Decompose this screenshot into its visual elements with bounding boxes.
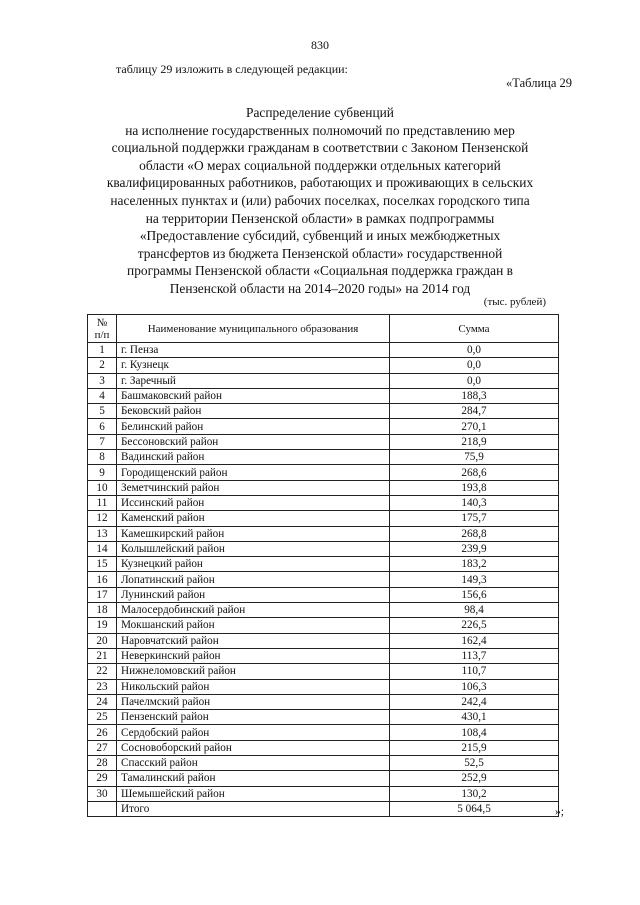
- subvention-table: [87, 314, 559, 817]
- units-label: (тыс. рублей): [483, 296, 546, 308]
- table-total-row: [88, 801, 559, 816]
- heading-line: квалифицированных работников, работающих и проживающих в сельских: [106, 175, 534, 191]
- row-municipality: Белинский район: [117, 419, 390, 434]
- row-number: 7: [88, 434, 117, 449]
- row-sum: 130,2: [390, 786, 559, 801]
- table-reference: «Таблица 29: [506, 76, 572, 90]
- row-sum: 149,3: [390, 572, 559, 587]
- row-number: 19: [88, 618, 117, 633]
- row-sum: 156,6: [390, 587, 559, 602]
- row-number: 24: [88, 694, 117, 709]
- row-municipality: Сосновоборский район: [117, 740, 390, 755]
- table-row: [88, 404, 559, 419]
- header-number-line1: №: [96, 316, 108, 329]
- table-row: [88, 664, 559, 679]
- row-municipality: Колышлейский район: [117, 541, 390, 556]
- table-row: [88, 603, 559, 618]
- table-header-row: [88, 315, 559, 343]
- row-sum: 175,7: [390, 511, 559, 526]
- row-number: 6: [88, 419, 117, 434]
- table-row: [88, 740, 559, 755]
- row-sum: 218,9: [390, 434, 559, 449]
- heading-line: области «О мерах социальной поддержки отдельных категорий: [139, 157, 501, 173]
- row-sum: 183,2: [390, 557, 559, 572]
- row-municipality: Нижнеломовский район: [117, 664, 390, 679]
- table-row: [88, 725, 559, 740]
- row-number: 22: [88, 664, 117, 679]
- row-number: 5: [88, 404, 117, 419]
- row-number: [88, 801, 117, 816]
- row-municipality: Башмаковский район: [117, 388, 390, 403]
- table-row: [88, 480, 559, 495]
- row-municipality: Шемышейский район: [117, 786, 390, 801]
- row-number: 8: [88, 450, 117, 465]
- row-sum: 98,4: [390, 603, 559, 618]
- table-row: [88, 786, 559, 801]
- row-municipality: Мокшанский район: [117, 618, 390, 633]
- row-number: 9: [88, 465, 117, 480]
- row-number: 30: [88, 786, 117, 801]
- row-sum: 0,0: [390, 358, 559, 373]
- row-municipality: Бековский район: [117, 404, 390, 419]
- row-number: 1: [88, 343, 117, 358]
- row-municipality: Лунинский район: [117, 587, 390, 602]
- row-municipality: Итого: [117, 801, 390, 816]
- row-sum: 113,7: [390, 648, 559, 663]
- row-municipality: г. Пенза: [117, 343, 390, 358]
- row-sum: 270,1: [390, 419, 559, 434]
- row-number: 14: [88, 541, 117, 556]
- row-number: 11: [88, 495, 117, 510]
- table-row: [88, 618, 559, 633]
- row-number: 26: [88, 725, 117, 740]
- table-row: [88, 557, 559, 572]
- header-sum: Сумма: [390, 315, 559, 343]
- row-municipality: г. Заречный: [117, 373, 390, 388]
- row-sum: 268,6: [390, 465, 559, 480]
- row-number: 25: [88, 710, 117, 725]
- row-sum: 226,5: [390, 618, 559, 633]
- row-municipality: Кузнецкий район: [117, 557, 390, 572]
- row-municipality: Неверкинский район: [117, 648, 390, 663]
- row-municipality: Вадинский район: [117, 450, 390, 465]
- header-name: Наименование муниципального образования: [117, 315, 390, 343]
- row-sum: 193,8: [390, 480, 559, 495]
- row-number: 10: [88, 480, 117, 495]
- header-number: [88, 315, 117, 343]
- row-municipality: Каменский район: [117, 511, 390, 526]
- row-number: 28: [88, 756, 117, 771]
- row-sum: 215,9: [390, 740, 559, 755]
- table-row: [88, 343, 559, 358]
- row-municipality: Камешкирский район: [117, 526, 390, 541]
- heading-line: Пензенской области на 2014–2020 годы» на 2014 год: [169, 280, 471, 296]
- table-row: [88, 572, 559, 587]
- row-number: 16: [88, 572, 117, 587]
- row-municipality: Пензенский район: [117, 710, 390, 725]
- heading-line: трансфертов из бюджета Пензенской области» государственной: [137, 245, 503, 261]
- row-number: 17: [88, 587, 117, 602]
- table-row: [88, 358, 559, 373]
- row-number: 12: [88, 511, 117, 526]
- table-row: [88, 511, 559, 526]
- row-municipality: Никольский район: [117, 679, 390, 694]
- table-row: [88, 648, 559, 663]
- row-sum: 430,1: [390, 710, 559, 725]
- row-sum: 268,8: [390, 526, 559, 541]
- table-row: [88, 694, 559, 709]
- table-row: [88, 679, 559, 694]
- row-sum: 252,9: [390, 771, 559, 786]
- row-number: 4: [88, 388, 117, 403]
- row-sum: 52,5: [390, 756, 559, 771]
- row-municipality: Пачелмский район: [117, 694, 390, 709]
- row-municipality: г. Кузнецк: [117, 358, 390, 373]
- heading-line: программы Пензенской области «Социальная поддержка граждан в: [127, 263, 513, 279]
- row-sum: 110,7: [390, 664, 559, 679]
- table-row: [88, 541, 559, 556]
- row-municipality: Лопатинский район: [117, 572, 390, 587]
- table-row: [88, 756, 559, 771]
- row-sum: 284,7: [390, 404, 559, 419]
- table-row: [88, 419, 559, 434]
- table-row: [88, 450, 559, 465]
- row-number: 27: [88, 740, 117, 755]
- table-row: [88, 633, 559, 648]
- row-sum: 239,9: [390, 541, 559, 556]
- table-row: [88, 526, 559, 541]
- row-number: 18: [88, 603, 117, 618]
- row-municipality: Бессоновский район: [117, 434, 390, 449]
- intro-text: таблицу 29 изложить в следующей редакции:: [116, 62, 348, 76]
- row-municipality: Городищенский район: [117, 465, 390, 480]
- row-number: 20: [88, 633, 117, 648]
- table-row: [88, 710, 559, 725]
- heading-line: Распределение субвенций: [246, 105, 394, 120]
- page-number: 830: [311, 38, 329, 52]
- row-number: 23: [88, 679, 117, 694]
- row-number: 21: [88, 648, 117, 663]
- row-municipality: Сердобский район: [117, 725, 390, 740]
- document-heading: [86, 104, 554, 298]
- row-municipality: Земетчинский район: [117, 480, 390, 495]
- row-sum: 106,3: [390, 679, 559, 694]
- row-sum: 108,4: [390, 725, 559, 740]
- row-number: 29: [88, 771, 117, 786]
- row-sum: 0,0: [390, 373, 559, 388]
- row-number: 13: [88, 526, 117, 541]
- closing-mark: »;: [555, 806, 564, 818]
- table-row: [88, 434, 559, 449]
- row-number: 2: [88, 358, 117, 373]
- row-municipality: Спасский район: [117, 756, 390, 771]
- table-row: [88, 771, 559, 786]
- table-row: [88, 373, 559, 388]
- row-sum: 188,3: [390, 388, 559, 403]
- table-row: [88, 465, 559, 480]
- header-number-line2: п/п: [94, 328, 110, 341]
- row-sum: 242,4: [390, 694, 559, 709]
- row-number: 15: [88, 557, 117, 572]
- row-sum: 75,9: [390, 450, 559, 465]
- table-row: [88, 388, 559, 403]
- heading-line: населенных пунктах и (или) рабочих поселках, поселках городского типа: [110, 192, 530, 208]
- row-number: 3: [88, 373, 117, 388]
- heading-line: на исполнение государственных полномочий по представлению мер: [125, 122, 515, 138]
- table-row: [88, 587, 559, 602]
- row-municipality: Малосердобинский район: [117, 603, 390, 618]
- table-row: [88, 495, 559, 510]
- heading-line: социальной поддержки гражданам в соответствии с Законом Пензенской: [111, 140, 529, 156]
- row-sum: 140,3: [390, 495, 559, 510]
- row-municipality: Тамалинский район: [117, 771, 390, 786]
- row-sum: 162,4: [390, 633, 559, 648]
- heading-line: «Предоставление субсидий, субвенций и иных межбюджетных: [139, 228, 501, 244]
- row-sum: 0,0: [390, 343, 559, 358]
- row-municipality: Иссинский район: [117, 495, 390, 510]
- row-municipality: Наровчатский район: [117, 633, 390, 648]
- row-sum: 5 064,5: [390, 801, 559, 816]
- heading-line: на территории Пензенской области» в рамках подпрограммы: [145, 210, 495, 226]
